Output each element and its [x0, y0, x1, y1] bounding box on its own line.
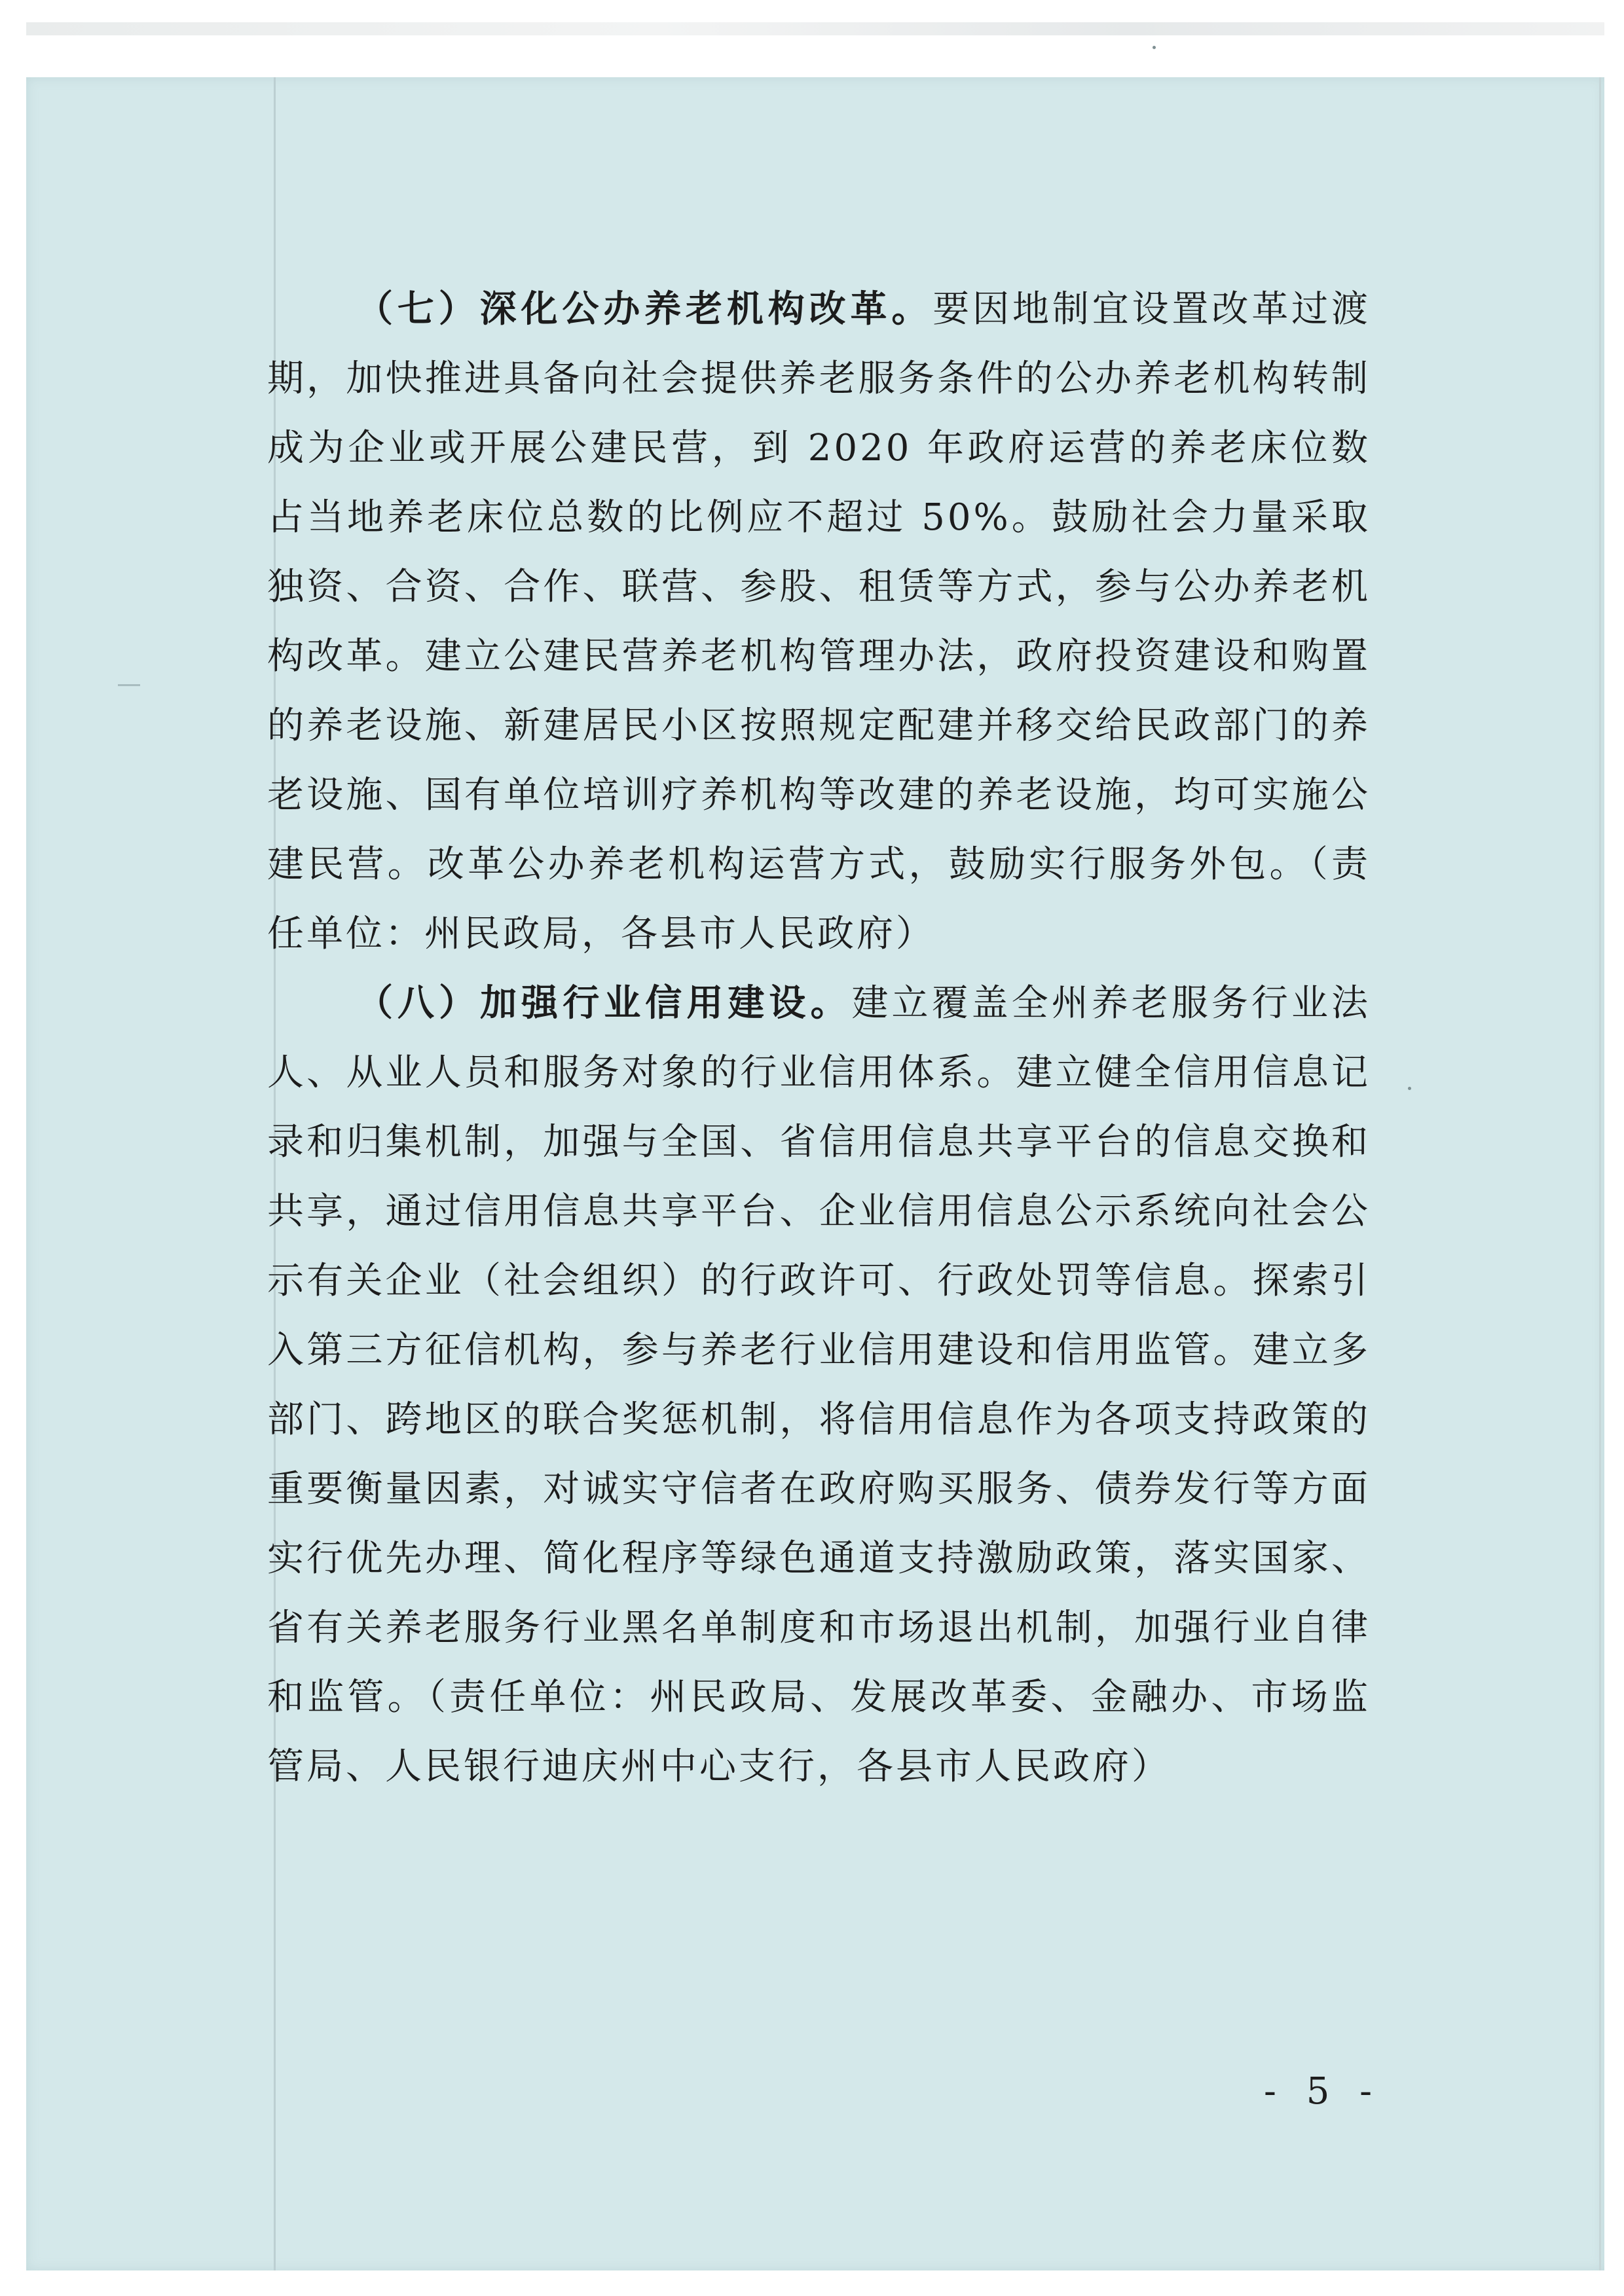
- scan-speck: [1153, 46, 1156, 49]
- section-8-body: 建立覆盖全州养老服务行业法人、从业人员和服务对象的行业信用体系。建立健全信用信息记录和归集机制，加强与全国、省信用信息共享平台的信息交换和共享，通过信用信息共享平台、企业信用信息公示系统向社会公示有关企业（社会组织）的行政许可、行政处罚等信息。探索引入第三方征信机构，参与养老行业信用建设和信用监管。建立多部门、跨地区的联合奖惩机制，将信用信息作为各项支持政策的重要衡量因素，对诚实守信者在政府购买服务、债券发行等方面实行优先办理、简化程序等绿色通道支持激励政策，落实国家、省有关养老服务行业黑名单制度和市场退出机制，加强行业自律和监管。（责任单位：州民政局、发展改革委、金融办、市场监管局、人民银行迪庆州中心支行，各县市人民政府）: [267, 982, 1371, 1788]
- scanner-top-strip: [26, 22, 1604, 35]
- section-7-heading: （七）深化公办养老机构改革。: [356, 288, 933, 331]
- section-7-body: 要因地制宜设置改革过渡期，加快推进具备向社会提供养老服务条件的公办养老机构转制成为企业或开展公建民营，到 2020 年政府运营的养老床位数占当地养老床位总数的比例应不超过 50%。鼓励社会力量采取独资、合资、合作、联营、参股、租赁等方式，参与公办养老机构改革。建立公建民营养老机构管理办法，政府投资建设和购置的养老设施、新建居民小区按照规定配建并移交给民政部门的养老设施、国有单位培训疗养机构等改建的养老设施，均可实施公建民营。改革公办养老机构运营方式，鼓励实行服务外包。（责任单位：州民政局，各县市人民政府）: [267, 288, 1371, 955]
- paragraph-section-8: [267, 969, 1371, 1802]
- scan-speck: [1408, 1087, 1411, 1090]
- margin-tick-mark: [118, 684, 140, 686]
- paragraph-section-7: [267, 275, 1371, 969]
- page-number: - 5 -: [1264, 2070, 1382, 2113]
- document-body: [267, 275, 1371, 1802]
- section-8-heading: （八）加强行业信用建设。: [356, 982, 852, 1025]
- paper-right-edge: [1599, 77, 1601, 2270]
